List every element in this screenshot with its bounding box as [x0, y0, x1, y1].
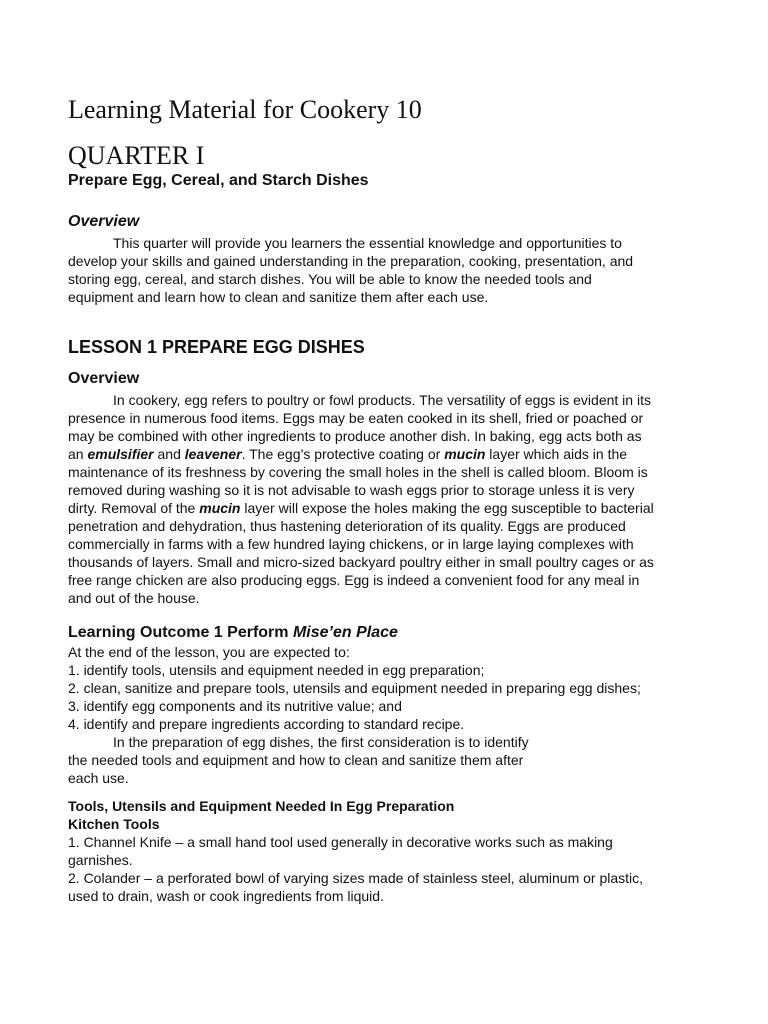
tools-text-line: used to drain, wash or cook ingredients from liquid. — [68, 888, 384, 904]
quarter-heading: QUARTER I — [68, 141, 205, 170]
lesson-text-line — [68, 445, 627, 463]
outcome-item: 2. clean, sanitize and prepare tools, utensils and equipment needed in preparing egg dishes; — [68, 680, 641, 696]
tools-text-line: garnishes. — [68, 852, 133, 868]
learning-outcome-heading — [68, 624, 398, 642]
emphasis-mucin: mucin — [444, 446, 486, 462]
outcome-item: 1. identify tools, utensils and equipment needed in egg preparation; — [68, 662, 485, 678]
lesson-overview-heading: Overview — [68, 370, 140, 387]
lesson-text-line: thousands of layers. Small and micro-sized backyard poultry either in small poultry cages or as — [68, 554, 654, 570]
tools-text-line: 1. Channel Knife – a small hand tool used generally in decorative works such as making — [68, 834, 613, 850]
overview-text-line: develop your skills and gained understanding in the preparation, cooking, presentation, and — [68, 253, 634, 269]
document-title: Learning Material for Cookery 10 — [68, 95, 422, 124]
emphasis-mise-en-place: Mise’en Place — [292, 624, 398, 641]
emphasis-leavener: leavener — [184, 446, 242, 462]
outcome-text-line: the needed tools and equipment and how to clean and sanitize them after — [68, 752, 524, 768]
outcome-item: 4. identify and prepare ingredients according to standard recipe. — [68, 716, 465, 732]
tools-text-line: 2. Colander – a perforated bowl of varying sizes made of stainless steel, aluminum or plastic, — [68, 870, 644, 886]
overview-text-line: equipment and learn how to clean and sanitize them after each use. — [68, 289, 489, 305]
lesson-heading: LESSON 1 PREPARE EGG DISHES — [68, 337, 365, 357]
overview-text-line: storing egg, cereal, and starch dishes. You will be able to know the needed tools and — [68, 271, 592, 287]
text-run: layer will expose the holes making the egg susceptible to bacterial — [240, 500, 654, 516]
lesson-text-line — [68, 499, 654, 517]
text-run: . The egg’s protective coating or — [241, 446, 445, 462]
lesson-text-line: may be combined with other ingredients to produce another dish. In baking, egg acts both as — [68, 428, 642, 444]
text-run: and — [153, 446, 185, 462]
outcome-item: 3. identify egg components and its nutritive value; and — [68, 698, 402, 714]
lesson-text-line: free range chicken are also producing eggs. Egg is indeed a convenient food for any meal in — [68, 572, 640, 588]
outcome-text-line: each use. — [68, 770, 129, 786]
lesson-text-line: commercially in farms with a few hundred laying chickens, or in large laying complexes with — [68, 536, 634, 552]
overview-text-line: This quarter will provide you learners the essential knowledge and opportunities to — [113, 235, 622, 251]
outcome-text-line: In the preparation of egg dishes, the first consideration is to identify — [113, 734, 529, 750]
lesson-text-line: maintenance of its freshness by covering the small holes in the shell is called bloom. Bloom is — [68, 464, 648, 480]
document-subtitle: Prepare Egg, Cereal, and Starch Dishes — [68, 172, 369, 189]
text-run: an — [68, 446, 88, 462]
lesson-text-line: penetration and dehydration, thus hastening deterioration of its quality. Eggs are produced — [68, 518, 626, 534]
lesson-text-line: In cookery, egg refers to poultry or fowl products. The versatility of eggs is evident in its — [113, 392, 651, 408]
emphasis-emulsifier: emulsifier — [87, 446, 154, 462]
tools-heading: Tools, Utensils and Equipment Needed In Egg Preparation — [68, 798, 455, 814]
overview-heading: Overview — [68, 213, 140, 230]
lesson-text-line: and out of the house. — [68, 590, 200, 606]
text-run: Learning Outcome 1 Perform — [68, 624, 293, 641]
text-run: layer which aids in the — [485, 446, 628, 462]
text-run: dirty. Removal of the — [68, 500, 200, 516]
outcome-intro: At the end of the lesson, you are expected to: — [68, 644, 350, 660]
kitchen-tools-heading: Kitchen Tools — [68, 816, 160, 832]
lesson-text-line: removed during washing so it is not advisable to wash eggs prior to storage unless it is very — [68, 482, 635, 498]
lesson-text-line: presence in numerous food items. Eggs may be eaten cooked in its shell, fried or poached or — [68, 410, 644, 426]
emphasis-mucin: mucin — [199, 500, 241, 516]
